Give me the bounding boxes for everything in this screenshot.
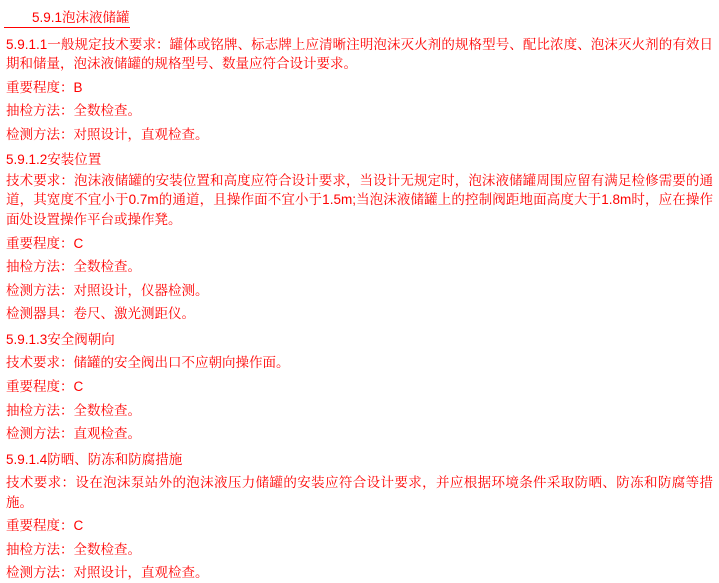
paragraph-general-requirement: 5.9.1.1一般规定技术要求：罐体或铭牌、标志牌上应清晰注明泡沫灭火剂的规格型号、配比浓度、泡沫灭火剂的有效日期和储量，泡沫液储罐的规格型号、数量应符合设计要求。 <box>6 36 713 72</box>
heading-protection-measures: 5.9.1.4防晒、防冻和防腐措施 <box>6 451 183 467</box>
field-test-method-3: 检测方法：直观检查。 <box>6 426 141 442</box>
paragraph-installation-position: 技术要求：泡沫液储罐的安装位置和高度应符合设计要求，当设计无规定时，泡沫液储罐周围应留有满足检修需要的通道，其宽度不宜小于0.7m的通道，且操作面不宜小于1.5m;当泡沫液储罐上的控制阀距地面高度大于1.8m时，应在操作面处设置操作平台或操作凳。 <box>6 172 713 228</box>
section-title-wrapper <box>4 8 715 31</box>
heading-safety-valve-orientation: 5.9.1.3安全阀朝向 <box>6 331 115 347</box>
field-importance-4: 重要程度：C <box>6 518 84 534</box>
paragraph-protection-measures: 技术要求：设在泡沫泵站外的泡沫液压力储罐的安装应符合设计要求，并应根据环境条件采取防晒、防冻和防腐等措施。 <box>6 475 713 510</box>
field-importance-3: 重要程度：C <box>6 378 84 394</box>
field-sampling-method-2: 抽检方法：全数检查。 <box>6 259 141 275</box>
field-test-instrument-2: 检测器具：卷尺、激光测距仪。 <box>6 306 195 322</box>
field-test-method-1: 检测方法：对照设计，直观检查。 <box>6 126 209 142</box>
field-test-method-2: 检测方法：对照设计，仪器检测。 <box>6 282 209 298</box>
section-title: 5.9.1泡沫液储罐 <box>4 9 130 28</box>
field-importance-1: 重要程度：B <box>6 79 83 95</box>
field-sampling-method-3: 抽检方法：全数检查。 <box>6 402 141 418</box>
paragraph-safety-valve-orientation: 技术要求：储罐的安全阀出口不应朝向操作面。 <box>6 355 290 371</box>
field-sampling-method-1: 抽检方法：全数检查。 <box>6 103 141 119</box>
field-importance-2: 重要程度：C <box>6 235 84 251</box>
field-sampling-method-4: 抽检方法：全数检查。 <box>6 541 141 557</box>
field-test-method-4: 检测方法：对照设计，直观检查。 <box>6 565 209 581</box>
heading-installation-position: 5.9.1.2安装位置 <box>6 152 102 168</box>
